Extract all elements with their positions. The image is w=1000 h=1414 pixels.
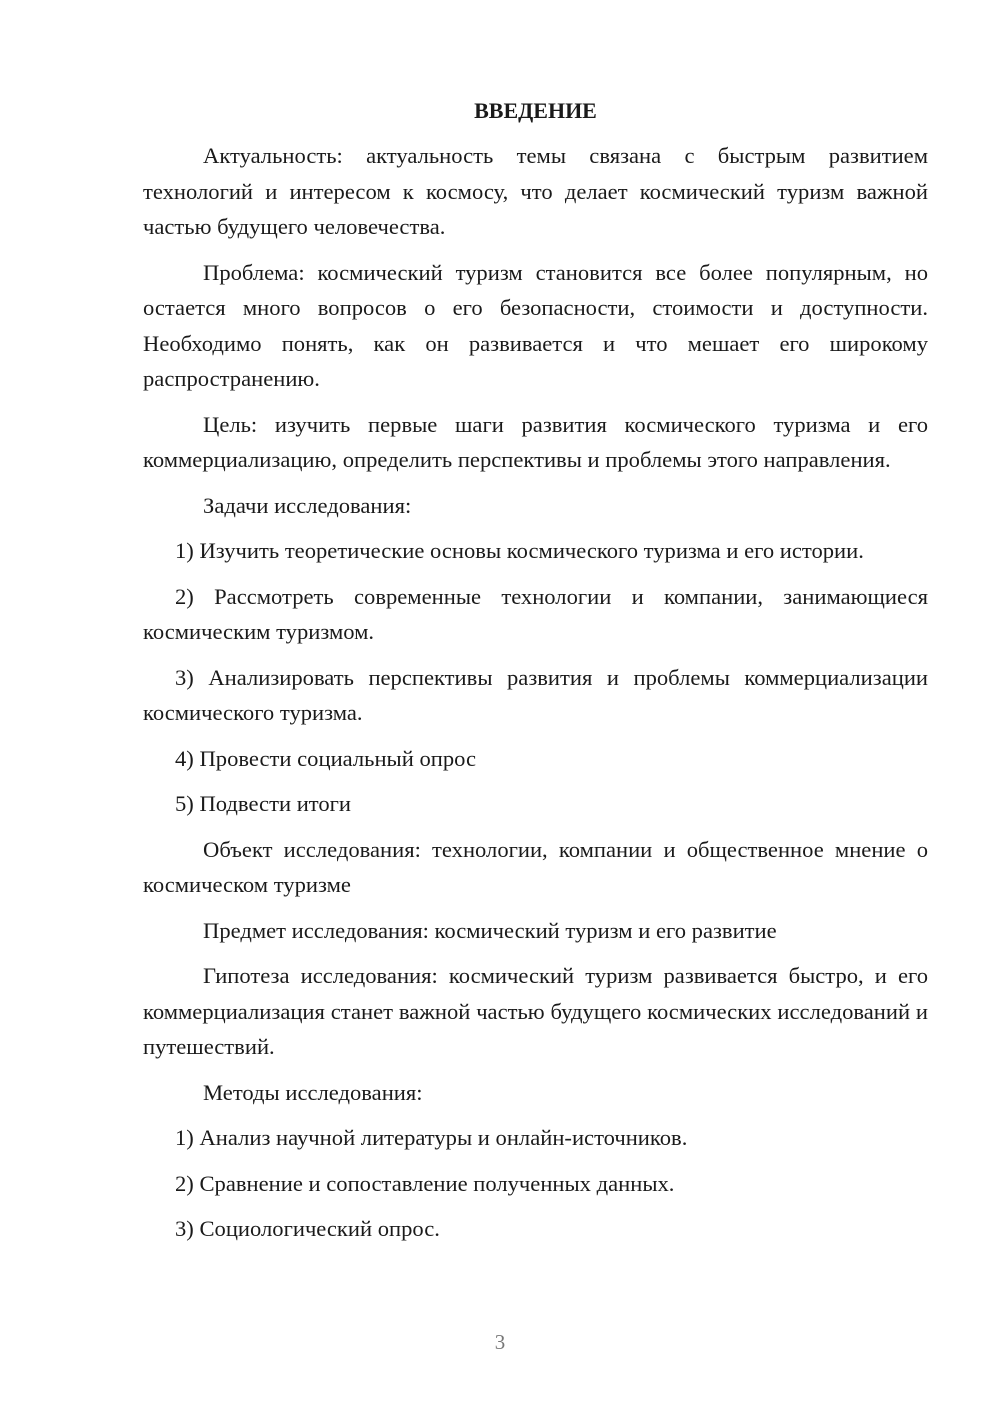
hypothesis-paragraph: Гипотеза исследования: космический туризм развивается быстро, и его коммерциализация станет важной частью будущего космических исследований и путешествий. (143, 963, 928, 1059)
method-item-3: 3) Социологический опрос. (175, 1216, 440, 1241)
goal-paragraph: Цель: изучить первые шаги развития космического туризма и его коммерциализацию, определить перспективы и проблемы этого направления. (143, 411, 928, 472)
task-item-2: 2) Рассмотреть современные технологии и компании, занимающиеся космическим туризмом. (143, 583, 928, 644)
document-page (143, 94, 928, 1257)
object-paragraph: Объект исследования: технологии, компании и общественное мнение о космическом туризме (143, 836, 928, 897)
methods-heading: Методы исследования: (203, 1079, 423, 1105)
problem-paragraph: Проблема: космический туризм становится все более популярным, но остается много вопросов о его безопасности, стоимости и доступности. Необходимо понять, как он развивается и что мешает его широкому распространению. (143, 259, 928, 391)
task-item-1: 1) Изучить теоретические основы космического туризма и его истории. (175, 538, 864, 563)
task-item-3: 3) Анализировать перспективы развития и проблемы коммерциализации космического туризма. (143, 664, 928, 725)
document-title: ВВЕДЕНИЕ (474, 98, 597, 123)
method-item-2: 2) Сравнение и сопоставление полученных данных. (175, 1170, 675, 1196)
page-number: 3 (494, 1330, 506, 1354)
subject-paragraph: Предмет исследования: космический туризм и его развитие (203, 917, 777, 943)
relevance-paragraph: Актуальность: актуальность темы связана с быстрым развитием технологий и интересом к космосу, что делает космический туризм важной частью будущего человечества. (143, 143, 928, 239)
method-item-1: 1) Анализ научной литературы и онлайн-источников. (175, 1125, 688, 1150)
task-item-4: 4) Провести социальный опрос (175, 745, 477, 771)
tasks-heading: Задачи исследования: (203, 492, 412, 518)
task-item-5: 5) Подвести итоги (175, 791, 352, 816)
